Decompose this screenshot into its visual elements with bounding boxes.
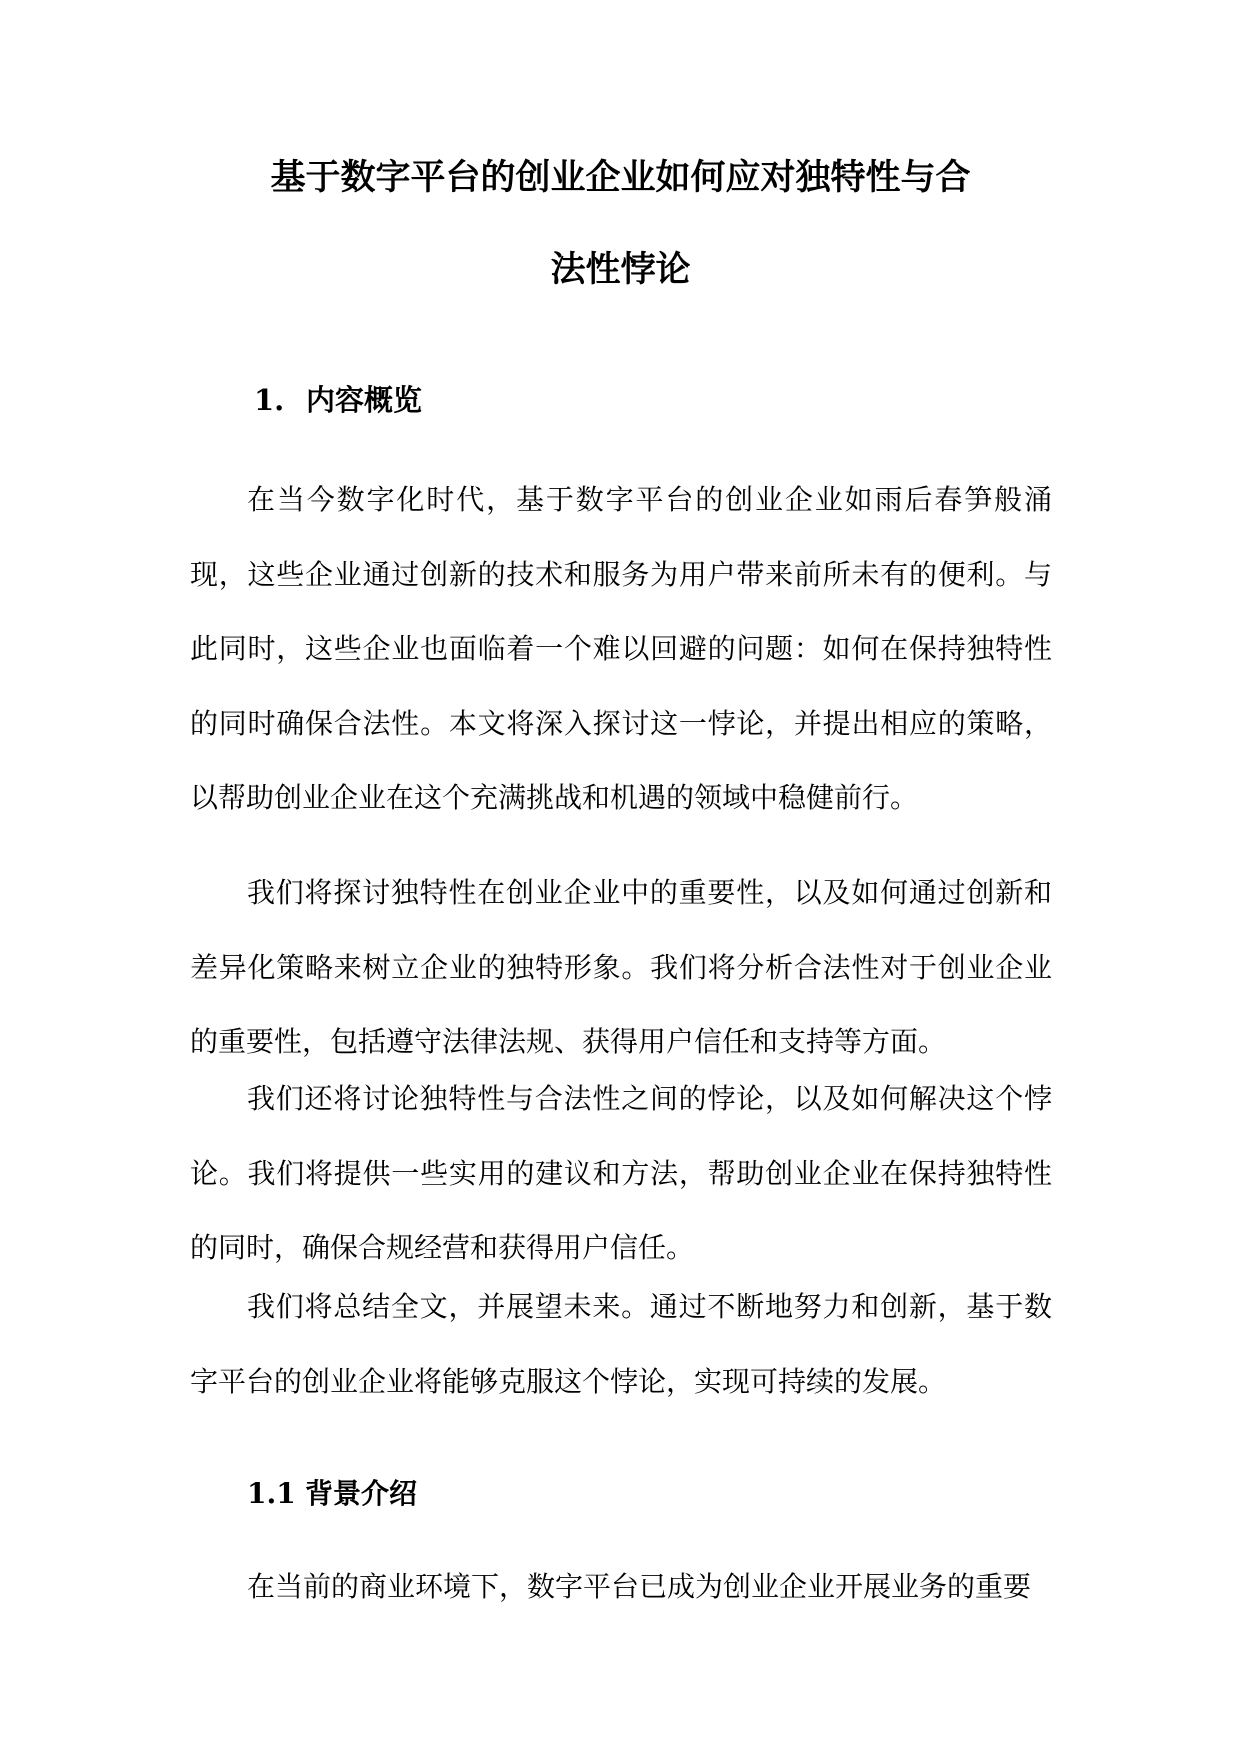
document-title-line-1: 基于数字平台的创业企业如何应对独特性与合 [270, 157, 971, 198]
section-1-title: 内容概览 [306, 383, 423, 417]
section-1-number: 1. [254, 383, 285, 417]
document-title-line-2: 法性悖论 [550, 249, 691, 290]
section-1-paragraph-3: 我们还将讨论独特性与合法性之间的悖论，以及如何解决这个悖论。我们将提供一些实用的建议和方法，帮助创业企业在保持独特性的同时，确保合规经营和获得用户信任。 [190, 1082, 1052, 1264]
section-1-1-paragraph-1: 在当前的商业环境下，数字平台已成为创业企业开展业务的重要 [247, 1570, 1032, 1603]
section-1-1-heading [247, 1474, 417, 1514]
section-1-1-number: 1.1 [247, 1477, 296, 1510]
section-1-paragraph-4: 我们将总结全文，并展望未来。通过不断地努力和创新，基于数字平台的创业企业将能够克服这个悖论，实现可持续的发展。 [190, 1290, 1052, 1398]
section-1-heading [254, 380, 422, 420]
section-1-paragraph-1: 在当今数字化时代，基于数字平台的创业企业如雨后春笋般涌现，这些企业通过创新的技术和服务为用户带来前所未有的便利。与此同时，这些企业也面临着一个难以回避的问题：如何在保持独特性的同时确保合法性。本文将深入探讨这一悖论，并提出相应的策略，以帮助创业企业在这个充满挑战和机遇的领域中稳健前行。 [190, 483, 1052, 814]
section-1-1-title: 背景介绍 [305, 1477, 418, 1510]
section-1-paragraph-2: 我们将探讨独特性在创业企业中的重要性，以及如何通过创新和差异化策略来树立企业的独特形象。我们将分析合法性对于创业企业的重要性，包括遵守法律法规、获得用户信任和支持等方面。 [190, 876, 1052, 1058]
